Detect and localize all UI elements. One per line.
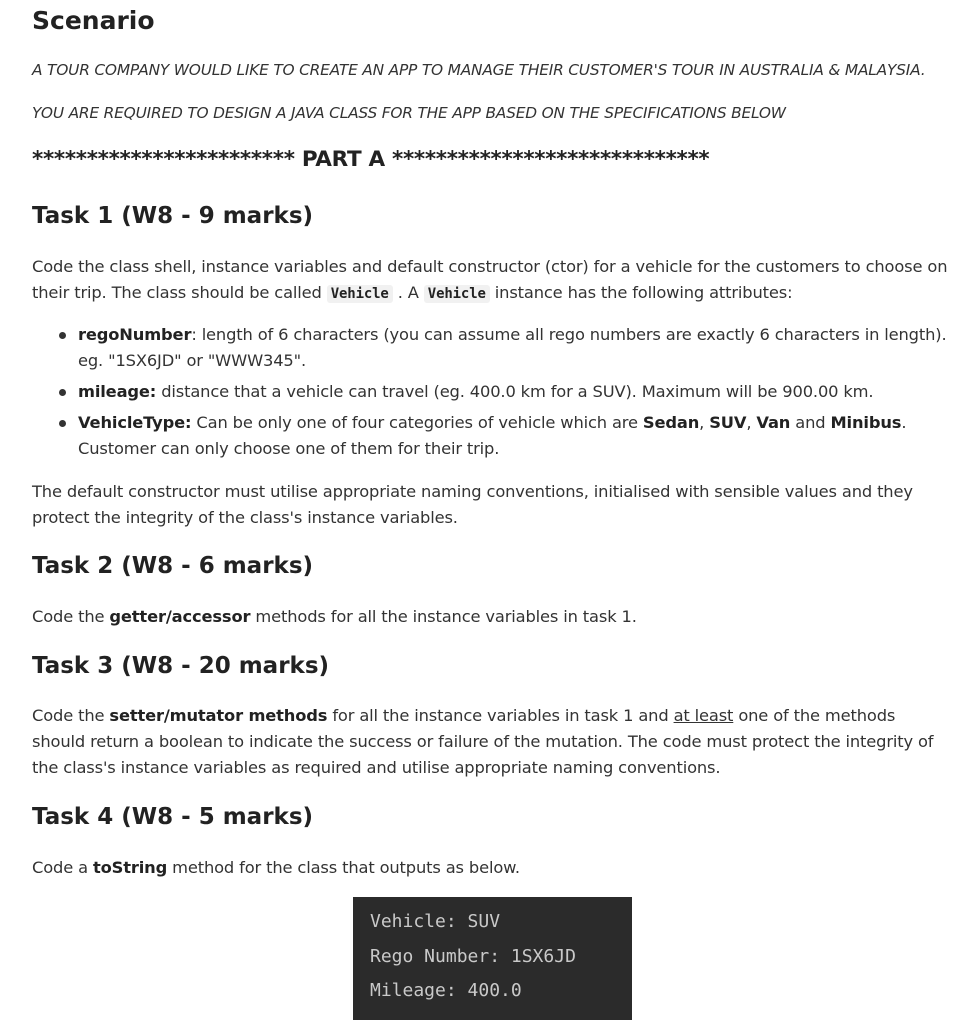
vehicle-type-suv: SUV xyxy=(709,413,747,432)
task1-intro xyxy=(32,254,952,307)
task1-outro: The default constructor must utilise appropriate naming conventions, initialised with sensible values and they protect the integrity of the class's instance variables. xyxy=(32,482,913,527)
console-line-rego: Rego Number: 1SX6JD xyxy=(370,945,576,967)
task4-text xyxy=(32,855,952,881)
task3-bold: setter/mutator methods xyxy=(109,706,328,725)
console-output xyxy=(353,897,632,1020)
task3-heading: Task 3 (W8 - 20 marks) xyxy=(32,653,330,679)
separator: , xyxy=(746,413,757,432)
bullet-icon xyxy=(59,420,66,427)
attribute-term: regoNumber xyxy=(78,325,192,344)
task2-bold: getter/accessor xyxy=(109,607,251,626)
attribute-item-mileage xyxy=(32,379,952,405)
task2-text-a: Code the xyxy=(32,607,110,626)
task3-text-a: Code the xyxy=(32,706,110,725)
task1-class-name-code-2: Vehicle xyxy=(424,285,490,303)
vehicle-type-sedan: Sedan xyxy=(642,413,700,432)
attribute-text: Can be only one of four categories of vehicle which are xyxy=(191,413,643,432)
task4-heading: Task 4 (W8 - 5 marks) xyxy=(32,804,314,830)
separator: , xyxy=(699,413,710,432)
console-line-mileage: Mileage: 400.0 xyxy=(370,980,522,1001)
bullet-icon xyxy=(59,332,66,339)
task2-heading: Task 2 (W8 - 6 marks) xyxy=(32,553,314,579)
task4-bold: toString xyxy=(92,858,168,877)
attribute-text: : length of 6 characters (you can assume all rego numbers are exactly 6 characters in length). eg. "1SX6JD" or "WWW345". xyxy=(78,325,947,370)
task1-heading: Task 1 (W8 - 9 marks) xyxy=(32,203,314,229)
task3-text-c: one of the methods should return a boolean to indicate the success or failure of the mutation. The code must protect the integrity of the class's instance variables as required and utilise appropriate naming conventions. xyxy=(32,706,934,777)
task2-text xyxy=(32,604,952,630)
task1-intro-text-a: Code the class shell, instance variables and default constructor (ctor) for a vehicle for the customers to choose on their trip. The class should be called xyxy=(32,257,948,302)
attribute-term: VehicleType: xyxy=(78,413,192,432)
task4-text-a: Code a xyxy=(32,858,93,877)
scenario-line-2: YOU ARE REQUIRED TO DESIGN A JAVA CLASS FOR THE APP BASED ON THE SPECIFICATIONS BELOW xyxy=(32,104,786,122)
task1-class-name-code: Vehicle xyxy=(327,285,393,303)
attribute-text: distance that a vehicle can travel (eg. 400.0 km for a SUV). Maximum will be 900.00 km. xyxy=(156,382,874,401)
attribute-list xyxy=(32,322,952,467)
console-line-vehicle: Vehicle: SUV xyxy=(370,911,501,932)
scenario-title: Scenario xyxy=(32,6,155,35)
task1-intro-text-c: instance has the following attributes: xyxy=(489,283,793,302)
task3-text xyxy=(32,703,952,781)
task2-text-b: methods for all the instance variables in task 1. xyxy=(250,607,637,626)
task1-intro-text-b: . A xyxy=(392,283,424,302)
attribute-text: . Customer can only choose one of them for their trip. xyxy=(78,413,907,458)
task3-underline: at least xyxy=(673,706,734,725)
task4-text-b: method for the class that outputs as below. xyxy=(167,858,520,877)
attribute-item-vehicle-type xyxy=(32,410,952,462)
attribute-item-rego xyxy=(32,322,952,374)
attribute-term: mileage: xyxy=(78,382,157,401)
task3-text-b: for all the instance variables in task 1 and xyxy=(327,706,674,725)
bullet-icon xyxy=(59,389,66,396)
separator: and xyxy=(790,413,831,432)
scenario-line-1: A TOUR COMPANY WOULD LIKE TO CREATE AN APP TO MANAGE THEIR CUSTOMER'S TOUR IN AUSTRALIA & MALAYSIA. xyxy=(32,61,926,79)
vehicle-type-van: Van xyxy=(756,413,791,432)
part-a-heading: ************************ PART A ***************************** xyxy=(32,147,710,172)
vehicle-type-minibus: Minibus xyxy=(830,413,902,432)
